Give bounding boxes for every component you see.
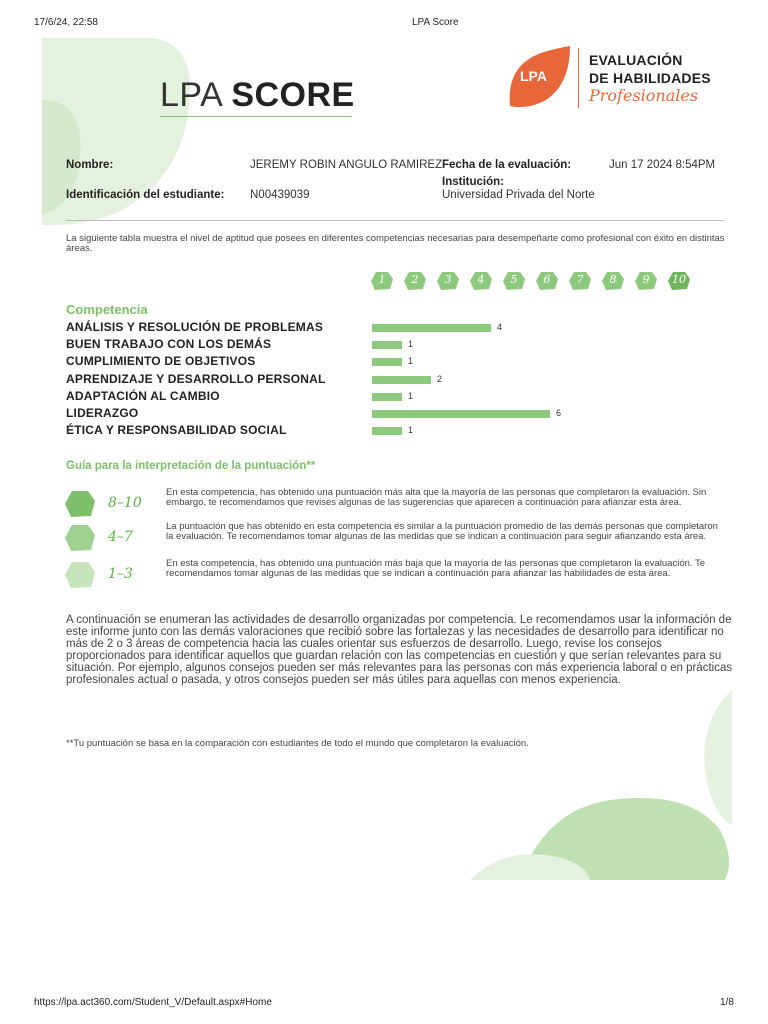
scale-marker-label: 6 (543, 273, 551, 286)
guide-description: En esta competencia, has obtenido una puntuación más alta que la mayoría de las personas que completaron la evaluación. Sin embargo, te recomendamos que revises algunas de las sugerencias que aparecen a continuación para afianzar esta área. (166, 487, 707, 508)
print-page-number: 1/8 (720, 997, 734, 1008)
logo-line-1: EVALUACIÓN (589, 52, 683, 68)
name-value: JEREMY ROBIN ANGULO RAMIREZ (250, 159, 443, 171)
guide-range: 8–10 (108, 495, 142, 511)
competency-bar-value: 1 (408, 356, 414, 367)
title-underline (160, 116, 352, 117)
competency-bar (372, 376, 431, 384)
competency-name: ÉTICA Y RESPONSABILIDAD SOCIAL (66, 423, 287, 438)
scale-marker-label: 7 (576, 273, 584, 286)
competency-bar-value: 1 (408, 339, 414, 350)
guide-heading: Guía para la interpretación de la puntuación** (66, 460, 316, 472)
print-title: LPA Score (412, 17, 459, 28)
competency-bar-value: 6 (556, 408, 562, 418)
competency-name: APRENDIZAJE Y DESARROLLO PERSONAL (66, 371, 326, 386)
guide-range: 4–7 (108, 529, 133, 545)
scale-marker-label: 5 (510, 273, 518, 286)
guide-range: 1–3 (108, 566, 133, 582)
development-paragraph: A continuación se enumeran las actividades de desarrollo organizadas por competencia. Le recomendamos usar la información de este informe junto con las demás valoraciones que recibió sobre las fortalezas y las necesidades de desarrollo para identificar no más de 2 o 3 áreas de competencia hacia las cuales orientar sus esfuerzos de desarrollo. Luego, revise los consejos proporcionados para identificar aquellos que guardan relación con las competencias en cuestión y que serían relevantes para su situación. Por ejemplo, algunos consejos pueden ser más relevantes para las personas con más experiencia laboral o en prácticas profesionales actual o pasada, y otros consejos pueden ser más útiles para aquellas con menos experiencia. (66, 614, 733, 686)
competency-name: BUEN TRABAJO CON LOS DEMÁS (66, 337, 272, 352)
competency-name: ADAPTACIÓN AL CAMBIO (66, 388, 220, 403)
student-id-label: Identificación del estudiante: (66, 189, 225, 201)
competency-bar (372, 324, 491, 332)
competency-bar (372, 358, 402, 366)
print-datetime: 17/6/24, 22:58 (34, 17, 98, 28)
competency-heading: Competencia (66, 302, 148, 317)
competency-bar-value: 1 (408, 390, 414, 401)
logo-divider (578, 48, 579, 108)
competency-name: CUMPLIMIENTO DE OBJETIVOS (66, 354, 256, 369)
scale-marker-label: 2 (411, 273, 419, 286)
scale-marker-label: 10 (672, 273, 686, 286)
competency-bar-value: 1 (408, 425, 414, 436)
section-divider (66, 220, 724, 221)
date-value: Jun 17 2024 8:54PM (609, 159, 716, 171)
logo-line-2: DE HABILIDADES (589, 70, 711, 86)
scale-marker-label: 9 (642, 273, 650, 286)
competency-name: LIDERAZGO (66, 406, 139, 420)
guide-level-shape (64, 489, 96, 519)
competency-bar (372, 393, 402, 401)
page-title: LPA SCORE (160, 76, 355, 114)
competency-bar (372, 410, 550, 418)
logo-line-3: Profesionales (589, 86, 699, 105)
guide-level-shape (64, 560, 96, 590)
guide-description: En esta competencia, has obtenido una puntuación más baja que la mayoría de las personas que completaron la evaluación. Te recomendamos tomar algunas de las medidas que se indican a continuación para afianzar las habilidades de esta área. (166, 558, 706, 579)
guide-description: La puntuación que has obtenido en esta competencia es similar a la puntuación promedio de las demás personas que completaron la evaluación. Te recomendamos tomar algunas de las medidas que se indican a continuación para seguir afianzando esta área. (166, 521, 718, 542)
lpa-logo-badge: LPA (520, 68, 547, 84)
competency-name: ANÁLISIS Y RESOLUCIÓN DE PROBLEMAS (66, 320, 324, 334)
date-label: Fecha de la evaluación: (442, 159, 572, 171)
competency-bar-value: 4 (497, 322, 503, 332)
competency-bar (372, 341, 402, 349)
name-label: Nombre: (66, 159, 114, 171)
scale-marker-label: 4 (477, 273, 485, 286)
institution-value: Universidad Privada del Norte (442, 189, 595, 201)
scale-marker-label: 1 (378, 273, 386, 286)
footnote: **Tu puntuación se basa en la comparación con estudiantes de todo el mundo que completaron la evaluación. (66, 738, 529, 749)
scale-marker-label: 8 (609, 273, 617, 286)
intro-text: La siguiente tabla muestra el nivel de aptitud que posees en diferentes competencias necesarias para desempeñarte como profesional con éxito en distintas áreas. (66, 233, 725, 254)
print-url: https://lpa.act360.com/Student_V/Default.aspx#Home (34, 997, 272, 1008)
guide-level-shape (64, 523, 96, 553)
scale-marker-label: 3 (444, 273, 452, 286)
competency-bar-value: 2 (437, 373, 443, 384)
institution-label: Institución: (442, 176, 504, 188)
student-id-value: N00439039 (250, 189, 310, 201)
competency-bar (372, 427, 402, 435)
